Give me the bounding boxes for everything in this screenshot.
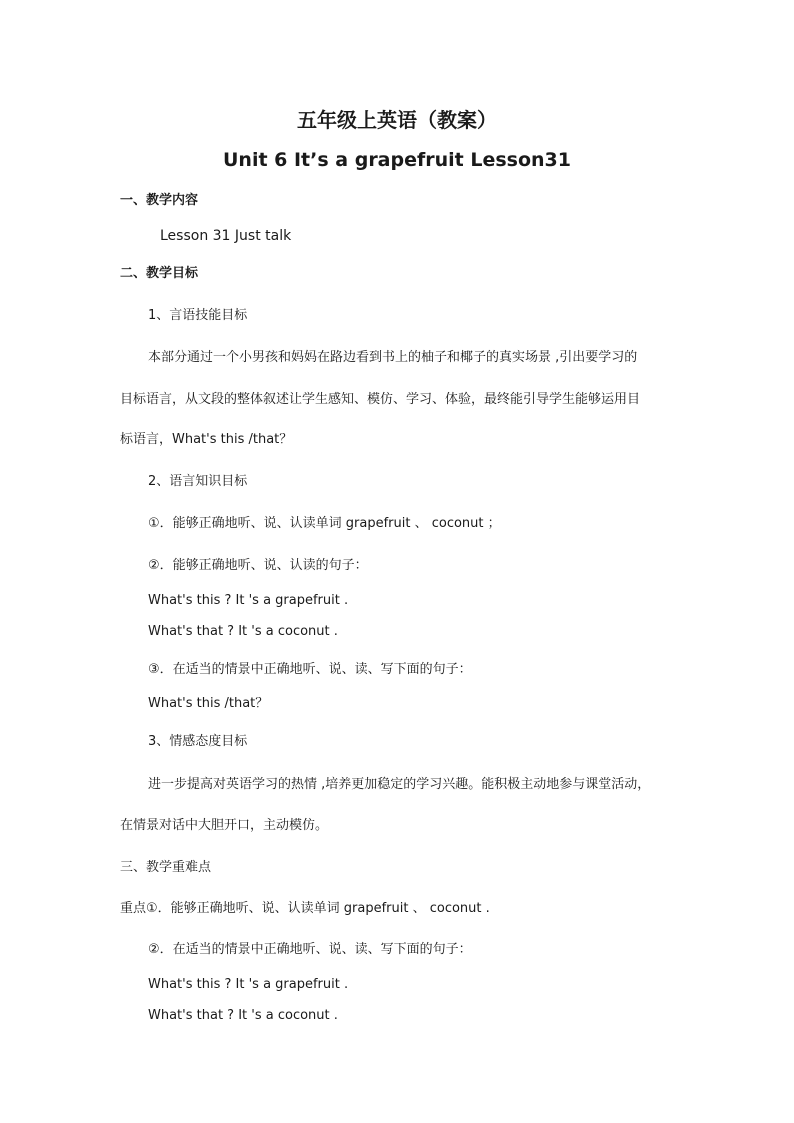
list-item: 重点①．能够正确地听、说、认读单词 grapefruit 、 coconut . [120,901,490,916]
document-subtitle: Unit 6 It’s a grapefruit Lesson31 [222,149,571,171]
paragraph-line: 本部分通过一个小男孩和妈妈在路边看到书上的柚子和椰子的真实场景 ,引出要学习的 [148,350,638,365]
list-item: ②．能够正确地听、说、认读的句子： [148,558,368,573]
list-item: ③．在适当的情景中正确地听、说、读、写下面的句子： [148,662,472,677]
example-sentence: What's that ? It 's a coconut . [148,624,338,639]
section-heading-content: 一、教学内容 [120,193,199,208]
objective-heading-1: 1、言语技能目标 [148,308,248,323]
paragraph-line: 目标语言，从文段的整体叙述让学生感知、模仿、学习、体验，最终能引导学生能够运用目 [120,392,641,407]
list-item: ①．能够正确地听、说、认读单词 grapefruit 、 coconut ； [148,516,501,531]
document-title: 五年级上英语（教案） [297,108,497,132]
section-heading-key-points: 三、教学重难点 [120,860,212,875]
example-sentence: What's this ? It 's a grapefruit . [148,977,349,992]
example-sentence: What's this ? It 's a grapefruit . [148,593,349,608]
example-sentence: What's this /that？ [148,696,269,711]
paragraph-line: 进一步提高对英语学习的热情 ,培养更加稳定的学习兴趣。能积极主动地参与课堂活动， [148,777,651,792]
section-heading-objectives: 二、教学目标 [120,266,199,281]
list-item: ②．在适当的情景中正确地听、说、读、写下面的句子： [148,942,472,957]
paragraph-line: 标语言，What's this /that？ [120,432,293,447]
lesson-name: Lesson 31 Just talk [160,228,292,244]
example-sentence: What's that ? It 's a coconut . [148,1008,338,1023]
objective-heading-2: 2、语言知识目标 [148,474,248,489]
paragraph-line: 在情景对话中大胆开口，主动模仿。 [120,818,329,833]
objective-heading-3: 3、情感态度目标 [148,734,248,749]
